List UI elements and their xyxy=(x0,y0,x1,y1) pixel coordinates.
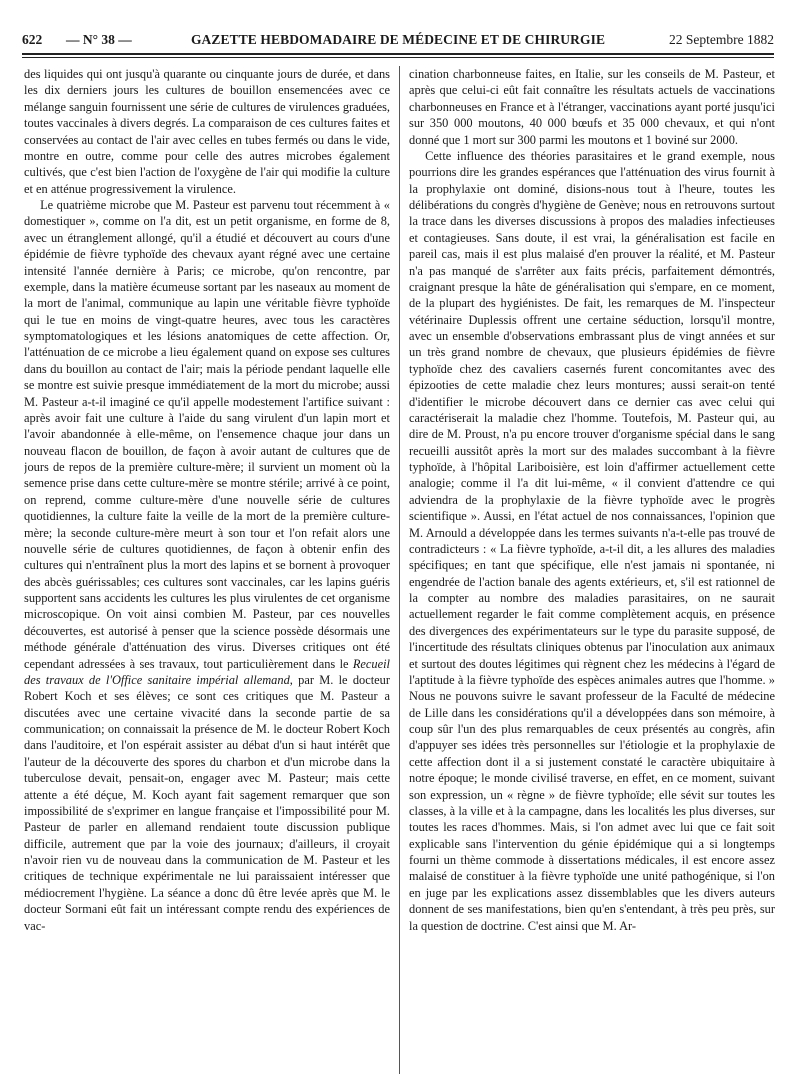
left-paragraph-2-text-b: , par M. le docteur Robert Koch et ses élèves; ce sont ces critiques que M. Pasteur a discutées avec une certaine vivacité dans la seconde partie de sa communication; on connaissait la présence de M. le docteur Robert Koch dans l'auditoire, et l'on espérait assister au débat d'un si haut intérêt que l'auteur de la découverte des spores du charbon et d'un microbe dans la tuberculose devait, pensait-on, engager avec M. Pasteur; mais cette attente a été déçue, M. Koch ayant fait sagement remarquer que son impossibilité de s'exprimer en langue française et l'impossibilité pour M. Pasteur de parler en allemand rendaient toute discussion publique difficile, autrement que par la voie des journaux; d'ailleurs, il croyait n'avoir rien vu de nouveau dans la communication de M. Pasteur et les critiques de technique expérimentale ne lui paraissaient intéresser que médiocrement l'hygiène. La séance a donc dû être levée après que M. le docteur Sormani eût fait un intéressant compte rendu des expériences de vac- xyxy=(24,672,390,933)
column-divider xyxy=(399,66,400,1074)
right-column xyxy=(409,66,775,1076)
right-paragraph-2: Cette influence des théories parasitaires et le grand exemple, nous pourrions dire les grandes espérances que l'atténuation des virus fournit à la prophylaxie ont dominé, disions-nous tout à l'heure, toutes les délibérations du congrès d'hygiène de Genève; nous en retrouvons surtout la trace dans les diverses discussions à propos des maladies infectieuses et contagieuses. Sans doute, il est vrai, la généralisation est facile en pareil cas, mais il est plus malaisé d'en prouver la réalité, et M. Pasteur n'a pas manqué de s'arrêter aux faits précis, parfaitement démontrés, craignant presque la hâte de généralisation qui s'empare, en ce moment, de la plupart des hygiénistes. De fait, les remarques de M. l'inspecteur vétérinaire Duplessis offrent une certaine séduction, lorsqu'il montre, avec un ensemble d'observations embrassant plus de vingt années et sur un très grand nombre de chevaux, que plusieurs épidémies de fièvre typhoïde chez des cavaliers casernés furent concomitantes avec des épizooties de cette maladie chez leurs montures; aussi serait-on tenté d'identifier le microbe découvert dans ce dernier cas avec celui qui caractériserait la maladie chez l'homme. Toutefois, M. Pasteur qui, au dire de M. Proust, n'a pu encore trouver d'organisme spécial dans le sang recueilli aussitôt après la mort sur des malades succombant à la fièvre typhoïde, à l'hôpital Lariboisière, est loin d'affirmer actuellement cette analogie; comme il l'a dit lui-même, « il convient d'attendre ce qui adviendra de la prophylaxie de la fièvre typhoïde avec le progrès scientifique ». Aussi, en l'état actuel de nos connaissances, l'opinion que M. Arnould a développée dans les termes suivants n'a-t-elle pas trouvé de contradicteurs : « La fièvre typhoïde, a-t-il dit, a les allures des maladies spécifiques; en tant que spécifique, elle n'est jamais ni spontanée, ni engendrée de l'action banale des agents extérieurs, et, s'il est rationnel de la compter au nombre des maladies parasitaires, on ne saurait actuellement regarder le fait comme complètement acquis, en présence des divergences des expérimentateurs sur le type du parasite supposé, de l'incertitude des résultats cliniques obtenus par l'inoculation aux animaux et surtout des doutes légitimes qui règnent chez les médecins à l'égard de l'aptitude à la fièvre typhoïde des espèces animales autres que l'homme. » Nous ne pouvons suivre le savant professeur de la Faculté de médecine de Lille dans les considérations qu'il a développées dans son mémoire, à coup sûr l'un des plus remarquables de ceux présentés au congrès, afin d'appuyer ses idées très personnelles sur l'étiologie et la prophylaxie de cette affection dont il a si justement constaté le caractère ubiquitaire à notre époque; le monde civilisé traverse, en effet, en ce moment, suivant son expression, un « règne » de fièvre typhoïde; elle sévit sur toutes les classes, à la ville et à la campagne, dans les localités les plus diverses, sur toutes les races d'hommes. Mais, si l'on admet avec lui que ce fait soit explicable sans l'intervention du génie épidémique qui a si longtemps fourni un thème commode à dissertations médicales, il est encore assez malaisé de constituer à la fièvre typhoïde une unité pathogénique, si l'on en juge par les explications assez dissemblables que les divers auteurs donnent de ses manifestations, bien qu'en s'entendant, à très peu près, sur la question de doctrine. C'est ainsi que M. Ar- xyxy=(409,148,775,933)
issue-date: 22 Septembre 1882 xyxy=(669,32,774,47)
page-header xyxy=(22,32,774,60)
page-number: 622 xyxy=(22,32,43,47)
left-paragraph-1: des liquides qui ont jusqu'à quarante ou cinquante jours de durée, et dans les dix derniers jours les cultures de bouillon ensemencées avec ce mélange sanguin fournissent une série de cultures de virulences graduées, toutes vaccinales à divers degrés. La comparaison de ces cultures faites et conservées au contact de l'air avec celles en tubes fermés ou dans le vide, montre en outre, comme pour celle des autres microbes également cultivés, que c'est bien l'action de l'oxygène de l'air qui modifie la culture et en atténue progressivement la virulence. xyxy=(24,67,390,196)
left-column xyxy=(24,66,390,1076)
issue-number: — N° 38 — xyxy=(66,32,132,47)
right-paragraph-1: cination charbonneuse faites, en Italie, sur les conseils de M. Pasteur, et après que celui-ci eût fait connaître les résultats actuels de vaccinations charbonneuses en France et à l'étranger, vaccinations ayant porté jusqu'ici sur 350 000 moutons, 40 000 bœufs et 35 000 chevaux, et qui n'ont donné que 1 mort sur 300 parmi les moutons et 1 boviné sur 2000. xyxy=(409,67,775,147)
header-rule-thick xyxy=(22,53,774,55)
header-rule-thin xyxy=(22,57,774,58)
left-paragraph-2-text-a: Le quatrième microbe que M. Pasteur est parvenu tout récemment à « domestiquer », comme on l'a dit, est un petit organisme, en forme de 8, avec un étranglement allongé, qu'il a étudié et découvert au cours d'une épidémie de fièvre typhoïde des chevaux ayant régné avec une certaine intensité l'année dernière à Paris; ce microbe, qu'on rencontre, par exemple, dans la matière écumeuse sortant par les naseaux au moment de la mort de l'animal, communique au lapin une véritable fièvre typhoïde qui le tue en moins de vingt-quatre heures, avec tous les caractères symptomatologiques et les lésions anatomiques de cette affection. Or, l'atténuation de ce microbe a lieu également quand on expose ses cultures dans du bouillon au contact de l'air; mais la période pendant laquelle elle se montre est suivie presque immédiatement de la mort du microbe; aussi M. Pasteur a-t-il imaginé ce qu'il appelle modestement l'artifice suivant : après avoir fait une culture à l'aide du sang virulent d'un lapin mort et l'avoir abandonnée à elle-même, on l'ensemence chaque jour dans un nouveau flacon de bouillon, de façon à avoir autant de cultures que de jours de repos de la première culture-mère; il survient un moment où la semence prise dans cette culture-mère se montre stérile; arrivé à ce point, on reprend, comme culture-mère d'une nouvelle série de cultures quotidiennes, la culture faite la veille de la mort de la première culture-mère; la seconde culture-mère meurt à son tour et l'on refait alors une nouvelle série de cultures quotidiennes, de façon à obtenir enfin des cultures qui n'entraînent plus la mort des lapins et se bornent à provoquer des abcès guérissables; ces cultures sont vaccinales, car les lapins guéris supportent sans accidents les cultures les plus virulentes de cet organisme microscopique. On voit ainsi combien M. Pasteur, par ces nouvelles découvertes, est autorisé à penser que la science possède désormais une méthode générale d'atténuation des virus. Diverses critiques ont été cependant adressées à ses travaux, tout particulièrement dans le xyxy=(24,198,390,671)
cited-publication-title: Recueil des travaux de l'Office sanitaire impérial allemand xyxy=(24,656,390,687)
journal-title: GAZETTE HEBDOMADAIRE DE MÉDECINE ET DE CHIRURGIE xyxy=(190,32,606,47)
left-paragraph-2 xyxy=(24,197,390,934)
